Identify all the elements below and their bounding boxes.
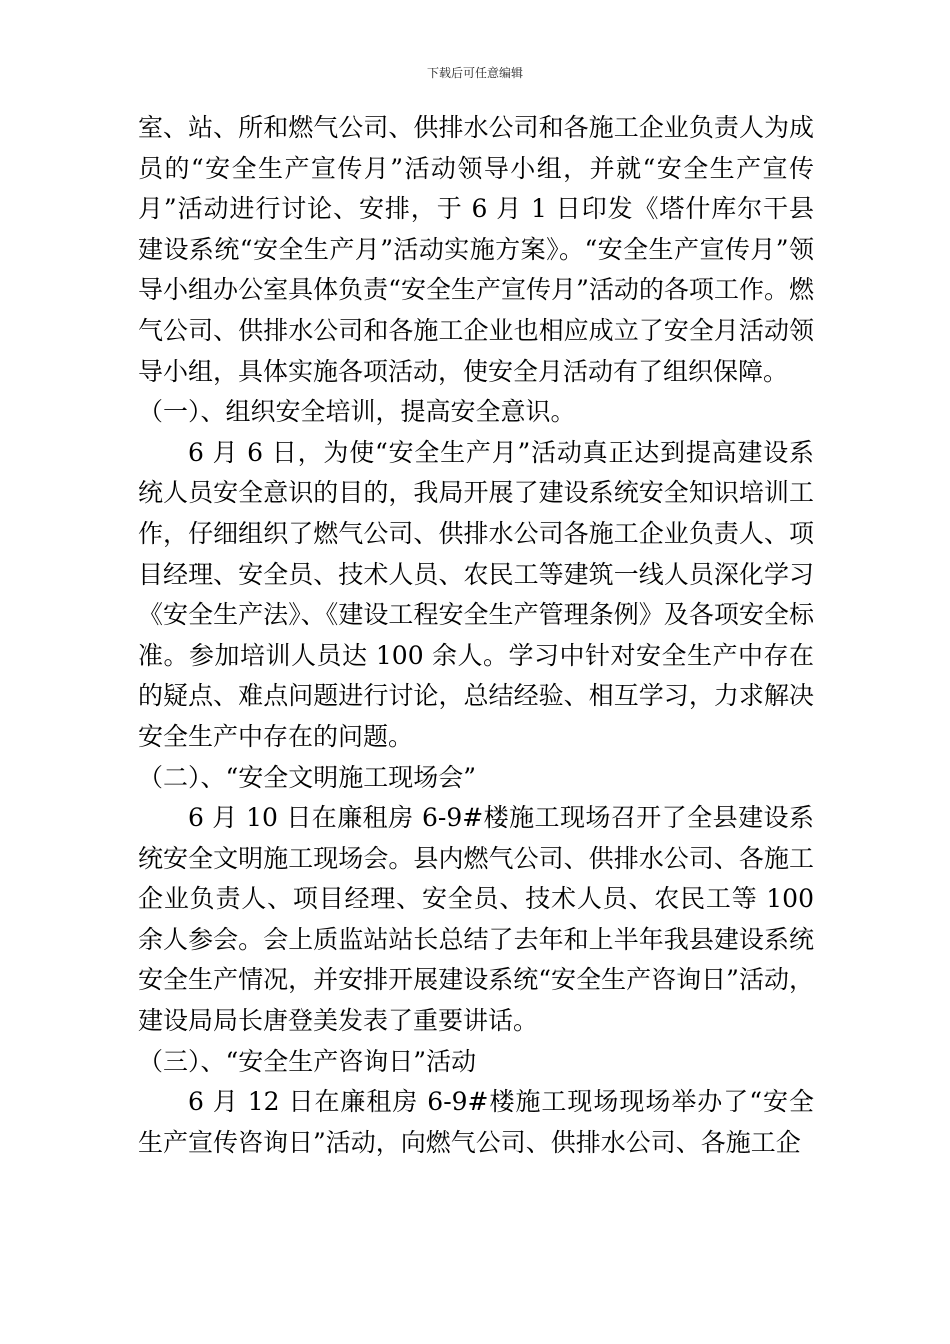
section-heading-consult-day: （三）、“安全生产咨询日”活动: [138, 1046, 477, 1076]
section-heading-training: （一）、组织安全培训，提高安全意识。: [138, 397, 576, 427]
paragraph-training: 6 月 6 日，为使“安全生产月”活动真正达到提高建设系统人员安全意识的目的，我局开展了建设系统安全知识培训工作，仔细组织了燃气公司、供排水公司各施工企业负责人、项目经理、安全员、技术人员、农民工等建筑一线人员深化学习《安全生产法》、《建设工程安全生产管理条例》及各项安全标准。参加培训人员达 100 余人。学习中针对安全生产中存在的疑点、难点问题进行讨论，总结经验、相互学习，力求解决安全生产中存在的问题。: [138, 437, 814, 751]
document-body: [138, 108, 814, 1163]
paragraph-intro: 室、站、所和燃气公司、供排水公司和各施工企业负责人为成员的“安全生产宣传月”活动领导小组，并就“安全生产宣传月”活动进行讨论、安排，于 6 月 1 日印发《塔什库尔干县建设系统“安全生产月”活动实施方案》。“安全生产宣传月”领导小组办公室具体负责“安全生产宣传月”活动的各项工作。燃气公司、供排水公司和各施工企业也相应成立了安全月活动领导小组，具体实施各项活动，使安全月活动有了组织保障。: [138, 113, 814, 386]
paragraph-site-meeting: 6 月 10 日在廉租房 6-9#楼施工现场召开了全县建设系统安全文明施工现场会。县内燃气公司、供排水公司、各施工企业负责人、项目经理、安全员、技术人员、农民工等 100 余人参会。会上质监站站长总结了去年和上半年我县建设系统安全生产情况，并安排开展建设系统“安全生产咨询日”活动，建设局局长唐登美发表了重要讲话。: [138, 803, 814, 1036]
paragraph-consult-day: 6 月 12 日在廉租房 6-9#楼施工现场现场举办了“安全生产宣传咨询日”活动，向燃气公司、供排水公司、各施工企: [138, 1087, 814, 1157]
section-heading-site-meeting: （二）、“安全文明施工现场会”: [138, 762, 477, 792]
page-header: 下载后可任意编辑: [426, 66, 523, 80]
